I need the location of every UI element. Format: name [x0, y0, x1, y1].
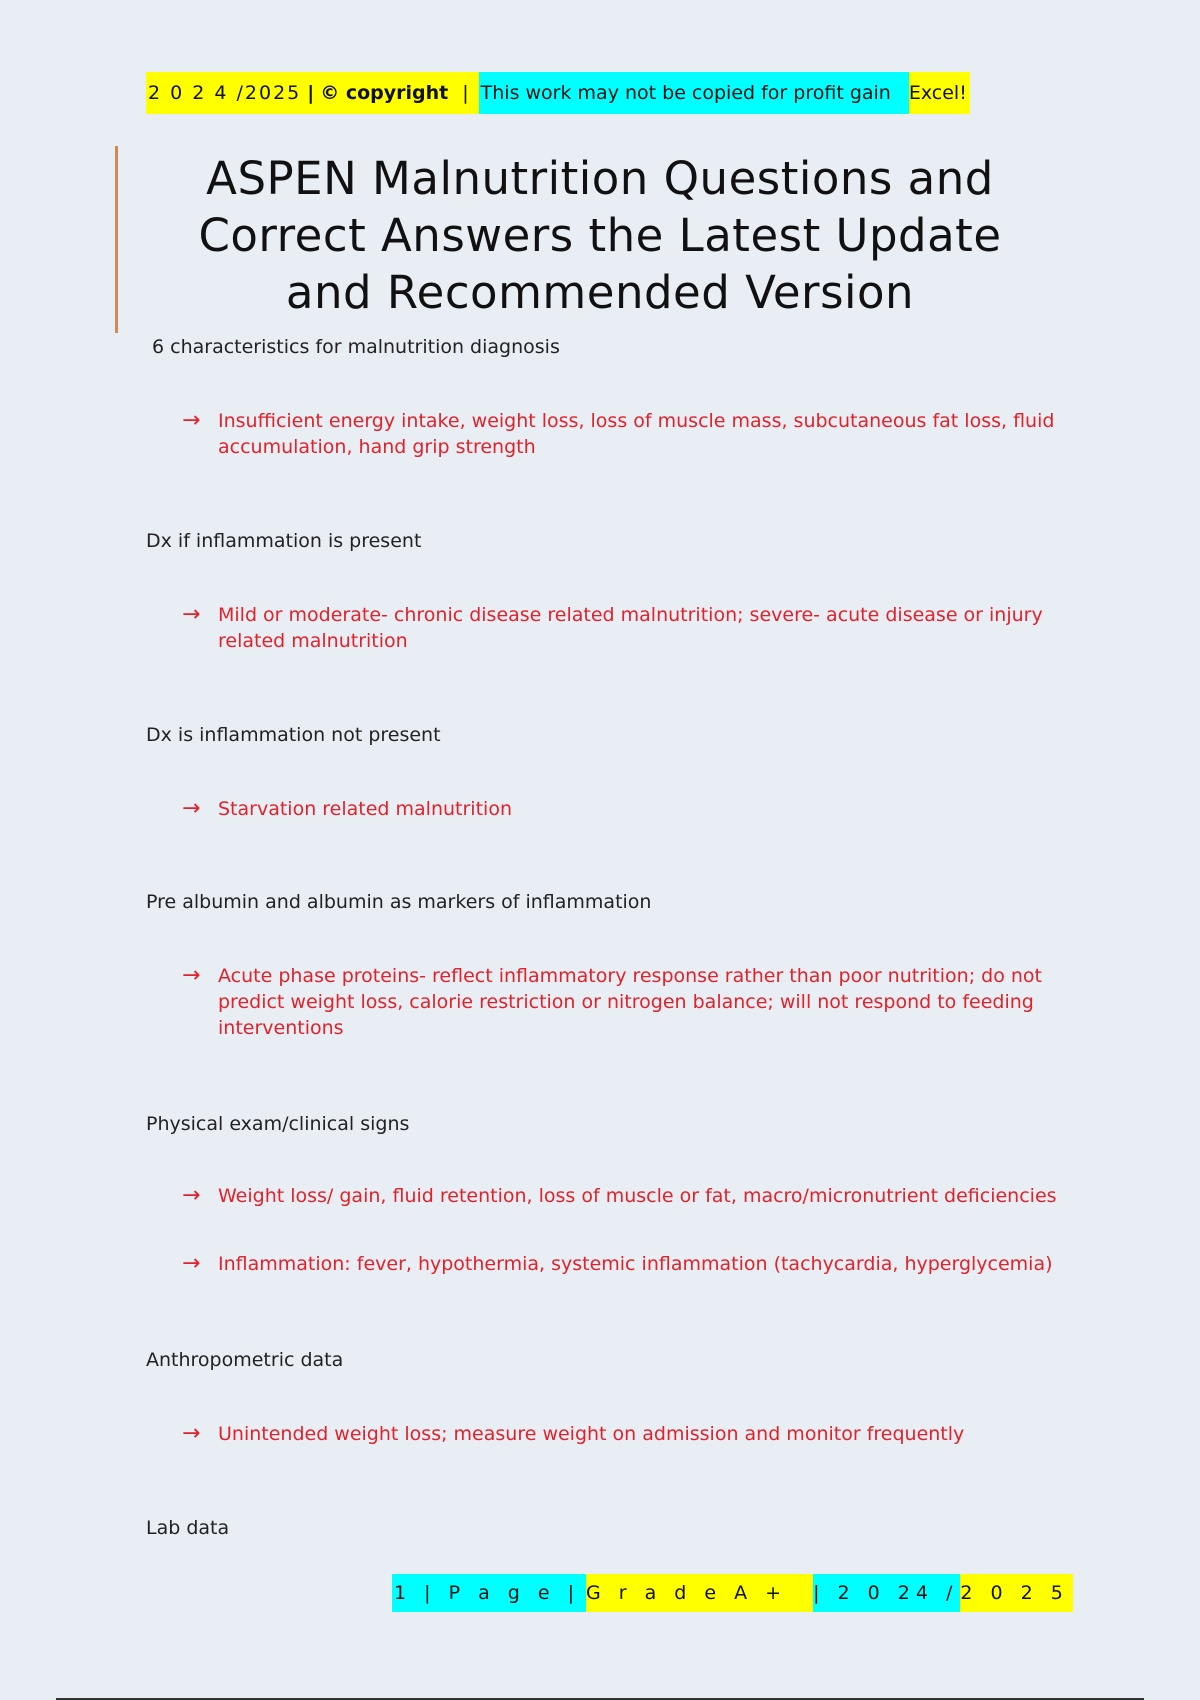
copyright-yellow-highlight: [146, 72, 479, 114]
arrow-icon: →: [182, 796, 201, 821]
answer-text: Mild or moderate- chronic disease related malnutrition; severe- acute disease or injury related malnutrition: [218, 604, 1043, 652]
arrow-icon: →: [182, 963, 201, 988]
notice-cyan-highlight: [479, 72, 909, 114]
answer-text: Unintended weight loss; measure weight on admission and monitor frequently: [218, 1423, 965, 1445]
answer-2-1: [182, 602, 1062, 654]
footer-year-a: | 2 0 24 /: [813, 1574, 960, 1612]
page-title: ASPEN Malnutrition Questions and Correct Answers the Latest Update and Recommended Version: [198, 152, 1002, 319]
answer-4-1: [182, 963, 1062, 1041]
header-separator-2: |: [462, 82, 469, 104]
arrow-icon: →: [182, 1183, 201, 1208]
page-footer: [392, 1574, 1073, 1612]
header-years: 2 0 2 4 /2025: [148, 82, 302, 104]
footer-year-b: 2 0 2 5: [960, 1574, 1072, 1612]
arrow-icon: →: [182, 408, 201, 433]
excel-yellow-highlight: [909, 72, 970, 114]
answer-5-1: [182, 1183, 1062, 1209]
copyright-banner: [146, 72, 970, 114]
header-copyright: © copyright: [320, 82, 449, 104]
arrow-icon: →: [182, 1251, 201, 1276]
answer-text: Inflammation: fever, hypothermia, systemic inflammation (tachycardia, hyperglycemia): [218, 1253, 1053, 1275]
answer-3-1: [182, 796, 1062, 822]
question-6: Anthropometric data: [146, 1349, 344, 1371]
question-2: Dx if inflammation is present: [146, 530, 422, 552]
question-7: Lab data: [146, 1517, 230, 1539]
answer-text: Weight loss/ gain, fluid retention, loss of muscle or fat, macro/micronutrient deficiencies: [218, 1185, 1057, 1207]
question-1: 6 characteristics for malnutrition diagnosis: [152, 336, 560, 358]
header-separator: |: [307, 82, 315, 104]
header-excel: Excel!: [908, 82, 967, 104]
answer-6-1: [182, 1421, 1062, 1447]
question-4: Pre albumin and albumin as markers of inflammation: [146, 891, 652, 913]
answer-text: Acute phase proteins- reflect inflammatory response rather than poor nutrition; do not predict weight loss, calorie restriction or nitrogen balance; will not respond to feeding interventions: [218, 965, 1042, 1039]
answer-5-2: [182, 1251, 1062, 1277]
title-accent-rule: [115, 146, 118, 333]
arrow-icon: →: [182, 602, 201, 627]
header-notice: This work may not be copied for profit gain: [480, 82, 891, 104]
footer-grade: G r a d e A +: [586, 1574, 813, 1612]
footer-page-number: 1 | P a g e |: [392, 1574, 586, 1612]
answer-text: Insufficient energy intake, weight loss, loss of muscle mass, subcutaneous fat loss, fluid accumulation, hand grip strength: [218, 410, 1055, 458]
answer-text: Starvation related malnutrition: [218, 798, 512, 820]
answer-1-1: [182, 408, 1062, 460]
arrow-icon: →: [182, 1421, 201, 1446]
question-3: Dx is inflammation not present: [146, 724, 441, 746]
question-5: Physical exam/clinical signs: [146, 1113, 410, 1135]
